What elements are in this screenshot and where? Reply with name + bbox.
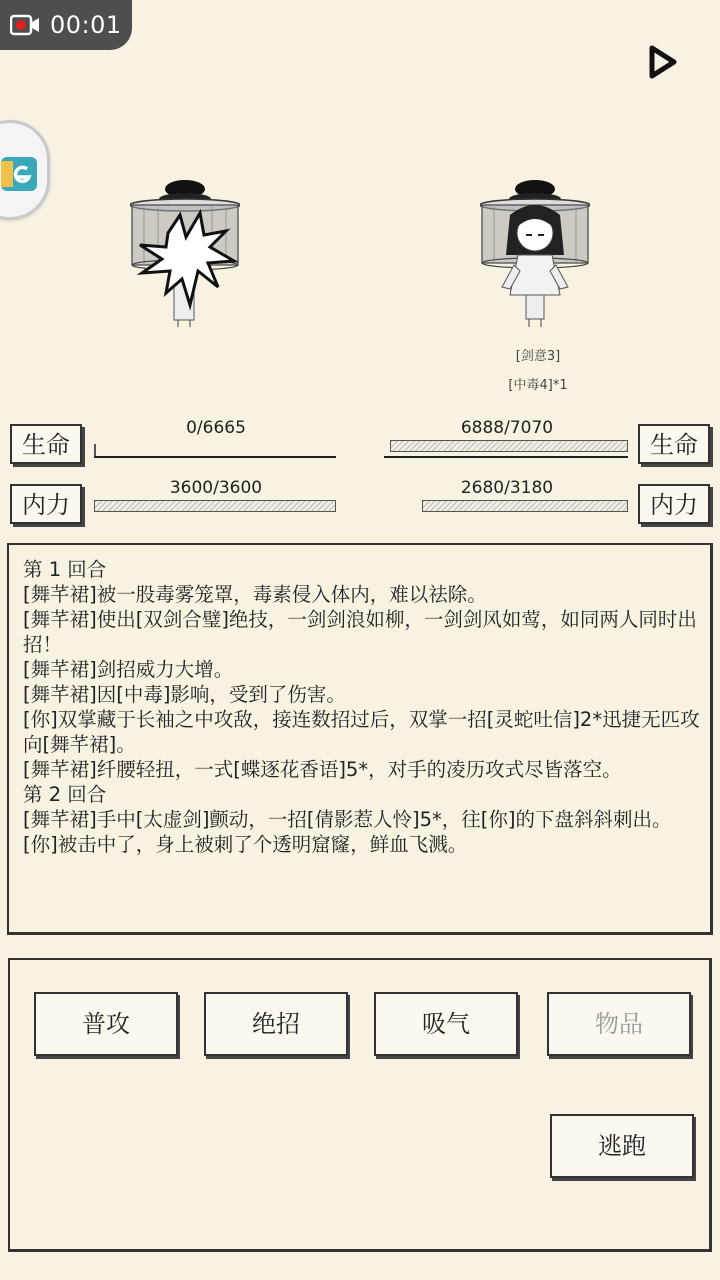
log-line: [舞芊裙]使出[双剑合璧]绝技，一剑剑浪如柳，一剑剑风如莺，如同两人同时出招！ — [23, 608, 697, 656]
play-icon[interactable] — [646, 44, 680, 80]
battle-log[interactable] — [7, 543, 713, 935]
player-mp-bar — [94, 500, 336, 512]
enemy-character-sprite — [480, 175, 590, 330]
enemy-hp-value: 6888/7070 — [460, 418, 554, 438]
log-line: [舞芊裙]剑招威力大增。 — [23, 658, 234, 681]
enemy-hp-bar — [390, 440, 628, 452]
player-mp-label: 内力 — [10, 484, 82, 524]
log-line: [舞芊裙]手中[太虚剑]颤动，一招[倩影惹人怜]5*，往[你]的下盘斜斜刺出。 — [23, 808, 672, 831]
enemy-mp-label: 内力 — [638, 484, 710, 524]
player-character-sprite — [130, 175, 240, 330]
app-shortcut-icon — [1, 153, 41, 193]
player-hp-bar-track — [94, 456, 336, 458]
flee-button[interactable]: 逃跑 — [550, 1114, 694, 1178]
recording-time: 00:01 — [50, 11, 122, 39]
enemy-hp-label: 生命 — [638, 424, 710, 464]
log-line: [你]双掌藏于长袖之中攻敌，接连数招过后，双掌一招[灵蛇吐信]2*迅捷无匹攻向[舞芊裙]。 — [23, 708, 700, 756]
floating-assistant-button[interactable] — [0, 120, 50, 220]
log-line: [舞芊裙]纤腰轻扭，一式[蝶逐花香语]5*，对手的凌历攻式尽皆落空。 — [23, 758, 622, 781]
enemy-mp-value: 2680/3180 — [460, 478, 554, 498]
log-line: 第 2 回合 — [23, 783, 107, 806]
enemy-hp-bar-track — [384, 456, 628, 458]
player-hp-label: 生命 — [10, 424, 82, 464]
ultimate-button[interactable]: 绝招 — [204, 992, 348, 1056]
enemy-status-poison: [中毒4]*1 — [508, 378, 568, 393]
player-mp-value: 3600/3600 — [169, 478, 263, 498]
items-button[interactable]: 物品 — [547, 992, 691, 1056]
player-hp-bar — [94, 444, 96, 456]
log-line: [舞芊裙]因[中毒]影响，受到了伤害。 — [23, 683, 346, 706]
action-panel — [8, 958, 712, 1252]
video-camera-icon — [10, 14, 40, 36]
screen-recording-indicator[interactable] — [0, 0, 132, 50]
log-line: 第 1 回合 — [23, 558, 107, 581]
player-hp-value: 0/6665 — [186, 418, 246, 438]
attack-button[interactable]: 普攻 — [34, 992, 178, 1056]
enemy-mp-bar — [422, 500, 628, 512]
enemy-status-sword-intent: [剑意3] — [515, 349, 561, 364]
log-line: [你]被击中了，身上被刺了个透明窟窿，鲜血飞溅。 — [23, 833, 468, 856]
log-line: [舞芊裙]被一股毒雾笼罩，毒素侵入体内，难以祛除。 — [23, 583, 487, 606]
breathe-button[interactable]: 吸气 — [374, 992, 518, 1056]
